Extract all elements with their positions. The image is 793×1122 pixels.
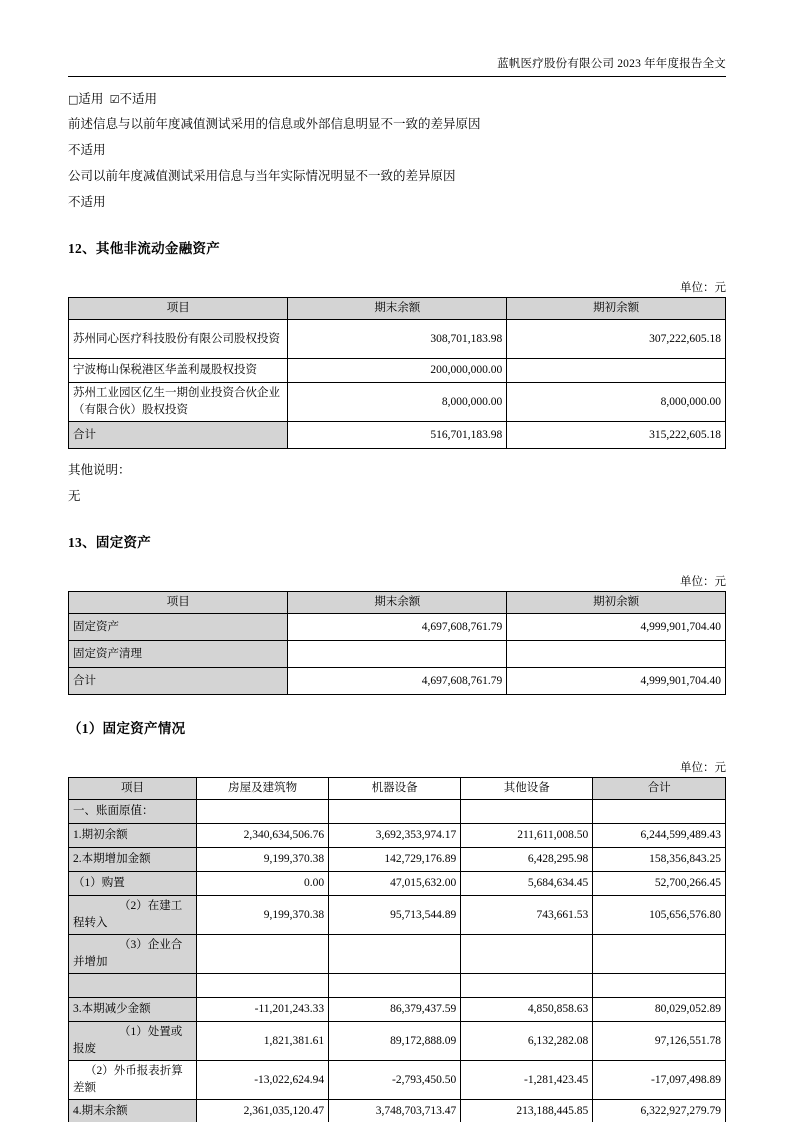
- column-header-item: 项目: [69, 298, 288, 320]
- table-row: [69, 1061, 726, 1100]
- table-row-empty: [69, 974, 726, 998]
- cell-machinery: 86,379,437.59: [329, 998, 461, 1022]
- checkbox-applicable-unchecked-icon[interactable]: □: [68, 93, 79, 106]
- column-header-ending-balance: 期末余额: [288, 298, 507, 320]
- cell-ending-balance: 516,701,183.98: [288, 422, 507, 449]
- cell-total: 6,244,599,489.43: [593, 824, 726, 848]
- running-header: 蓝帆医疗股份有限公司 2023 年年度报告全文: [497, 58, 726, 70]
- cell-buildings: 2,340,634,506.76: [197, 824, 329, 848]
- cell-item-name: 4.期末余额: [69, 1100, 197, 1122]
- table-fixed-assets-detail: [68, 777, 726, 1122]
- cell-total: 80,029,052.89: [593, 998, 726, 1022]
- cell-buildings: -11,201,243.33: [197, 998, 329, 1022]
- table-row-total: [69, 668, 726, 695]
- cell-ending-balance: 4,697,608,761.79: [288, 668, 507, 695]
- cell-item-name: 合计: [69, 422, 288, 449]
- cell-other-equipment: [461, 935, 593, 974]
- table-header-row: [69, 298, 726, 320]
- cell-other-equipment: 6,132,282.08: [461, 1022, 593, 1061]
- table-header-row: [69, 778, 726, 800]
- cell-buildings: 2,361,035,120.47: [197, 1100, 329, 1122]
- cell-item-name: [69, 974, 197, 998]
- table-row: [69, 614, 726, 641]
- column-header-beginning-balance: 期初余额: [507, 592, 726, 614]
- column-header-beginning-balance: 期初余额: [507, 298, 726, 320]
- cell-other-equipment: -1,281,423.45: [461, 1061, 593, 1100]
- table-other-non-current-financial-assets: [68, 297, 726, 449]
- cell-buildings: 0.00: [197, 872, 329, 896]
- cell-ending-balance: 4,697,608,761.79: [288, 614, 507, 641]
- table-row: [69, 935, 726, 974]
- header-divider-rule: [68, 76, 726, 77]
- table-row-total: [69, 422, 726, 449]
- cell-item-name: 一、账面原值：: [69, 800, 197, 824]
- cell-ending-balance: 200,000,000.00: [288, 359, 507, 383]
- column-header-ending-balance: 期末余额: [288, 592, 507, 614]
- cell-beginning-balance: [507, 359, 726, 383]
- cell-other-equipment: 6,428,295.98: [461, 848, 593, 872]
- subsection-heading-13-1: （1）固定资产情况: [68, 721, 186, 736]
- table-row: [69, 1100, 726, 1122]
- cell-machinery: 47,015,632.00: [329, 872, 461, 896]
- table-row: [69, 896, 726, 935]
- cell-machinery: 89,172,888.09: [329, 1022, 461, 1061]
- table-fixed-assets-summary: [68, 591, 726, 695]
- cell-total: [593, 974, 726, 998]
- cell-buildings: [197, 800, 329, 824]
- cell-total: 158,356,843.25: [593, 848, 726, 872]
- cell-other-equipment: 213,188,445.85: [461, 1100, 593, 1122]
- cell-beginning-balance: 8,000,000.00: [507, 383, 726, 422]
- table-row: [69, 872, 726, 896]
- cell-item-name: 1.期初余额: [69, 824, 197, 848]
- document-body: [68, 88, 726, 1122]
- cell-item-name: （1）购置: [69, 872, 197, 896]
- cell-buildings: [197, 935, 329, 974]
- cell-ending-balance: [288, 641, 507, 668]
- cell-item-name: 苏州工业园区亿生一期创业投资合伙企业（有限合伙）股权投资: [69, 383, 288, 422]
- other-note-label: 其他说明：: [68, 463, 131, 477]
- cell-item-name: （1）处置或报废: [69, 1022, 197, 1061]
- cell-beginning-balance: 4,999,901,704.40: [507, 668, 726, 695]
- column-header-buildings: 房屋及建筑物: [197, 778, 329, 800]
- cell-ending-balance: 8,000,000.00: [288, 383, 507, 422]
- cell-total: 6,322,927,279.79: [593, 1100, 726, 1122]
- unit-label-section12: 单位：元: [680, 282, 726, 294]
- cell-buildings: -13,022,624.94: [197, 1061, 329, 1100]
- cell-item-name: 苏州同心医疗科技股份有限公司股权投资: [69, 320, 288, 359]
- cell-machinery: 95,713,544.89: [329, 896, 461, 935]
- cell-other-equipment: [461, 974, 593, 998]
- cell-total: 105,656,576.80: [593, 896, 726, 935]
- answer-prior-year-impairment-difference: 不适用: [68, 143, 106, 157]
- cell-machinery: -2,793,450.50: [329, 1061, 461, 1100]
- cell-item-name: 固定资产: [69, 614, 288, 641]
- column-header-total: 合计: [593, 778, 726, 800]
- table-row: [69, 824, 726, 848]
- cell-total: 97,126,551.78: [593, 1022, 726, 1061]
- paragraph-actual-situation-difference: 公司以前年度减值测试采用信息与当年实际情况明显不一致的差异原因: [68, 169, 456, 183]
- table-row: [69, 1022, 726, 1061]
- answer-actual-situation-difference: 不适用: [68, 195, 106, 209]
- cell-total: -17,097,498.89: [593, 1061, 726, 1100]
- cell-buildings: 9,199,370.38: [197, 896, 329, 935]
- cell-buildings: [197, 974, 329, 998]
- cell-beginning-balance: 307,222,605.18: [507, 320, 726, 359]
- cell-item-name: 合计: [69, 668, 288, 695]
- other-note-value: 无: [68, 489, 81, 503]
- table-row: [69, 848, 726, 872]
- applicability-checkbox-line: [68, 88, 726, 111]
- cell-total: [593, 935, 726, 974]
- column-header-item: 项目: [69, 592, 288, 614]
- cell-ending-balance: 308,701,183.98: [288, 320, 507, 359]
- cell-item-name: （2）外币报表折算差额: [69, 1061, 197, 1100]
- cell-buildings: 9,199,370.38: [197, 848, 329, 872]
- table-header-row: [69, 592, 726, 614]
- table-row: [69, 320, 726, 359]
- cell-other-equipment: 743,661.53: [461, 896, 593, 935]
- cell-machinery: [329, 935, 461, 974]
- section-heading-12: 12、其他非流动金融资产: [68, 241, 221, 256]
- cell-buildings: 1,821,381.61: [197, 1022, 329, 1061]
- column-header-machinery: 机器设备: [329, 778, 461, 800]
- checkbox-not-applicable-checked-icon[interactable]: ☑: [109, 93, 120, 106]
- column-header-other-equipment: 其他设备: [461, 778, 593, 800]
- table-row: [69, 359, 726, 383]
- cell-machinery: 3,692,353,974.17: [329, 824, 461, 848]
- cell-beginning-balance: 315,222,605.18: [507, 422, 726, 449]
- cell-machinery: 142,729,176.89: [329, 848, 461, 872]
- cell-item-name: 2.本期增加金额: [69, 848, 197, 872]
- table-row: [69, 641, 726, 668]
- cell-machinery: [329, 974, 461, 998]
- table-row-group-header: [69, 800, 726, 824]
- cell-item-name: 固定资产清理: [69, 641, 288, 668]
- cell-item-name: （2）在建工程转入: [69, 896, 197, 935]
- paragraph-prior-year-impairment-difference: 前述信息与以前年度减值测试采用的信息或外部信息明显不一致的差异原因: [68, 117, 481, 131]
- label-applicable: 适用: [78, 92, 104, 106]
- table-row: [69, 383, 726, 422]
- cell-item-name: 宁波梅山保税港区华盖利晟股权投资: [69, 359, 288, 383]
- cell-other-equipment: [461, 800, 593, 824]
- cell-other-equipment: 4,850,858.63: [461, 998, 593, 1022]
- label-not-applicable: 不适用: [119, 92, 158, 106]
- cell-item-name: 3.本期减少金额: [69, 998, 197, 1022]
- cell-beginning-balance: [507, 641, 726, 668]
- cell-total: [593, 800, 726, 824]
- table-row: [69, 998, 726, 1022]
- cell-machinery: 3,748,703,713.47: [329, 1100, 461, 1122]
- unit-label-section13-1: 单位：元: [680, 762, 726, 774]
- section-heading-13: 13、固定资产: [68, 535, 152, 550]
- cell-machinery: [329, 800, 461, 824]
- cell-total: 52,700,266.45: [593, 872, 726, 896]
- cell-other-equipment: 5,684,634.45: [461, 872, 593, 896]
- unit-label-section13: 单位：元: [680, 576, 726, 588]
- cell-item-name: （3）企业合并增加: [69, 935, 197, 974]
- column-header-item: 项目: [69, 778, 197, 800]
- cell-beginning-balance: 4,999,901,704.40: [507, 614, 726, 641]
- cell-other-equipment: 211,611,008.50: [461, 824, 593, 848]
